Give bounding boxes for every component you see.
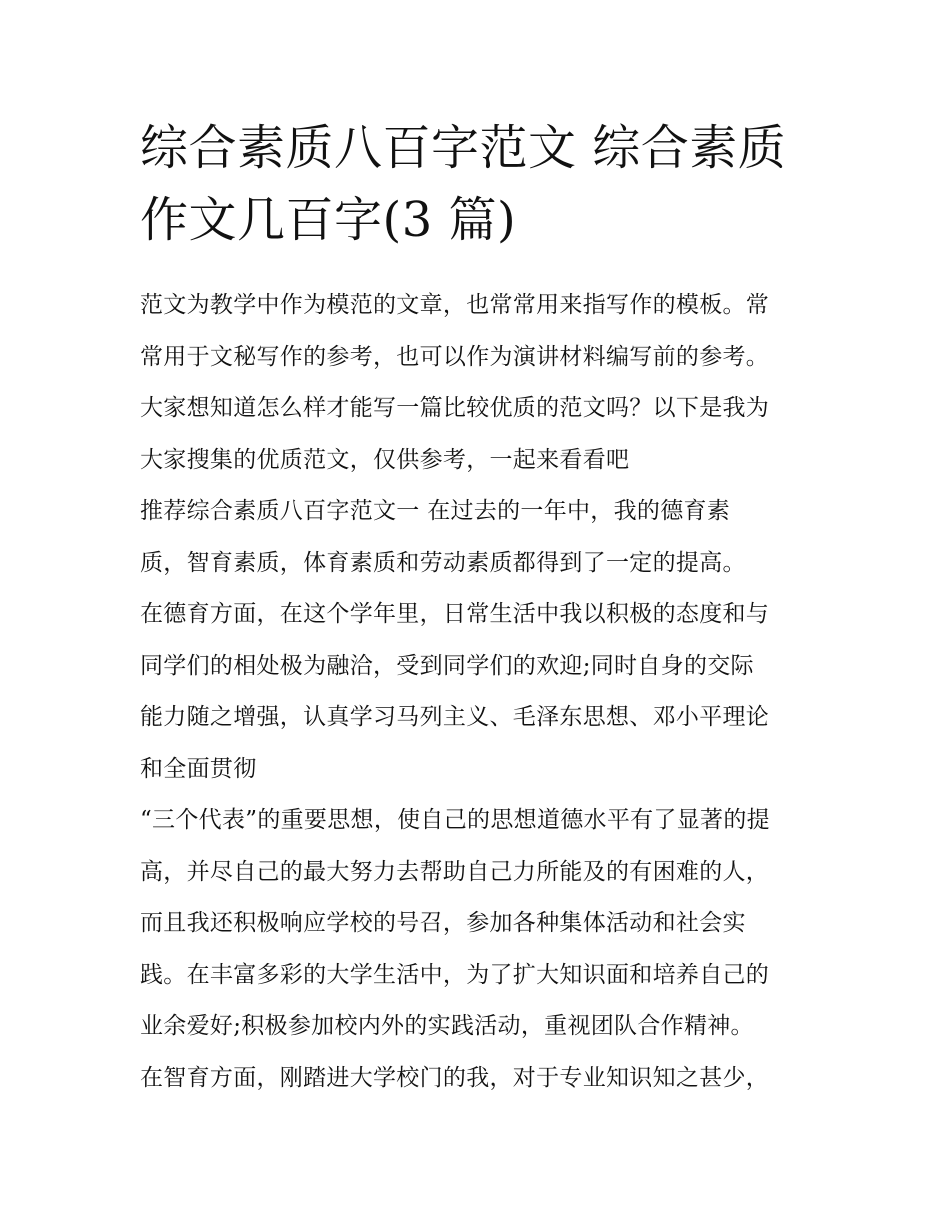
body-line: 大家搜集的优质范文，仅供参考，一起来看看吧 bbox=[140, 446, 630, 473]
body-line: 质，智育素质，体育素质和劳动素质都得到了一定的提高。 bbox=[140, 549, 746, 576]
body-line: “三个代表”的重要思想，使自己的思想道德水平有了显著的提 bbox=[140, 807, 770, 833]
body-line: 践。在丰富多彩的大学生活中，为了扩大知识面和培养自己的 bbox=[140, 961, 770, 988]
body-line: 和全面贯彻 bbox=[140, 755, 257, 782]
title-line: 作文几百字(3 篇) bbox=[140, 192, 517, 248]
body-line: 在德育方面，在这个学年里，日常生活中我以积极的态度和与 bbox=[140, 601, 770, 627]
body-line: 业余爱好;积极参加校内外的实践活动，重视团队合作精神。 bbox=[140, 1013, 754, 1039]
body-line: 推荐综合素质八百字范文一 在过去的一年中，我的德育素 bbox=[140, 498, 731, 524]
body-line: 范文为教学中作为模范的文章，也常常用来指写作的模板。常 bbox=[140, 292, 770, 318]
body-line: 同学们的相处极为融洽，受到同学们的欢迎;同时自身的交际 bbox=[140, 652, 754, 679]
body-line: 大家想知道怎么样才能写一篇比较优质的范文吗？以下是我为 bbox=[140, 395, 770, 421]
body-line: 常用于文秘写作的参考，也可以作为演讲材料编写前的参考。 bbox=[140, 343, 770, 370]
body-line: 高，并尽自己的最大努力去帮助自己力所能及的有困难的人， bbox=[140, 858, 770, 885]
document-title bbox=[140, 112, 820, 256]
title-line: 综合素质八百字范文 综合素质 bbox=[140, 120, 787, 176]
body-line: 而且我还积极响应学校的号召，参加各种集体活动和社会实 bbox=[140, 910, 746, 936]
body-line: 能力随之增强，认真学习马列主义、毛泽东思想、邓小平理论 bbox=[140, 704, 770, 730]
body-line: 在智育方面，刚踏进大学校门的我，对于专业知识知之甚少， bbox=[140, 1064, 770, 1091]
document-body bbox=[140, 280, 830, 1104]
